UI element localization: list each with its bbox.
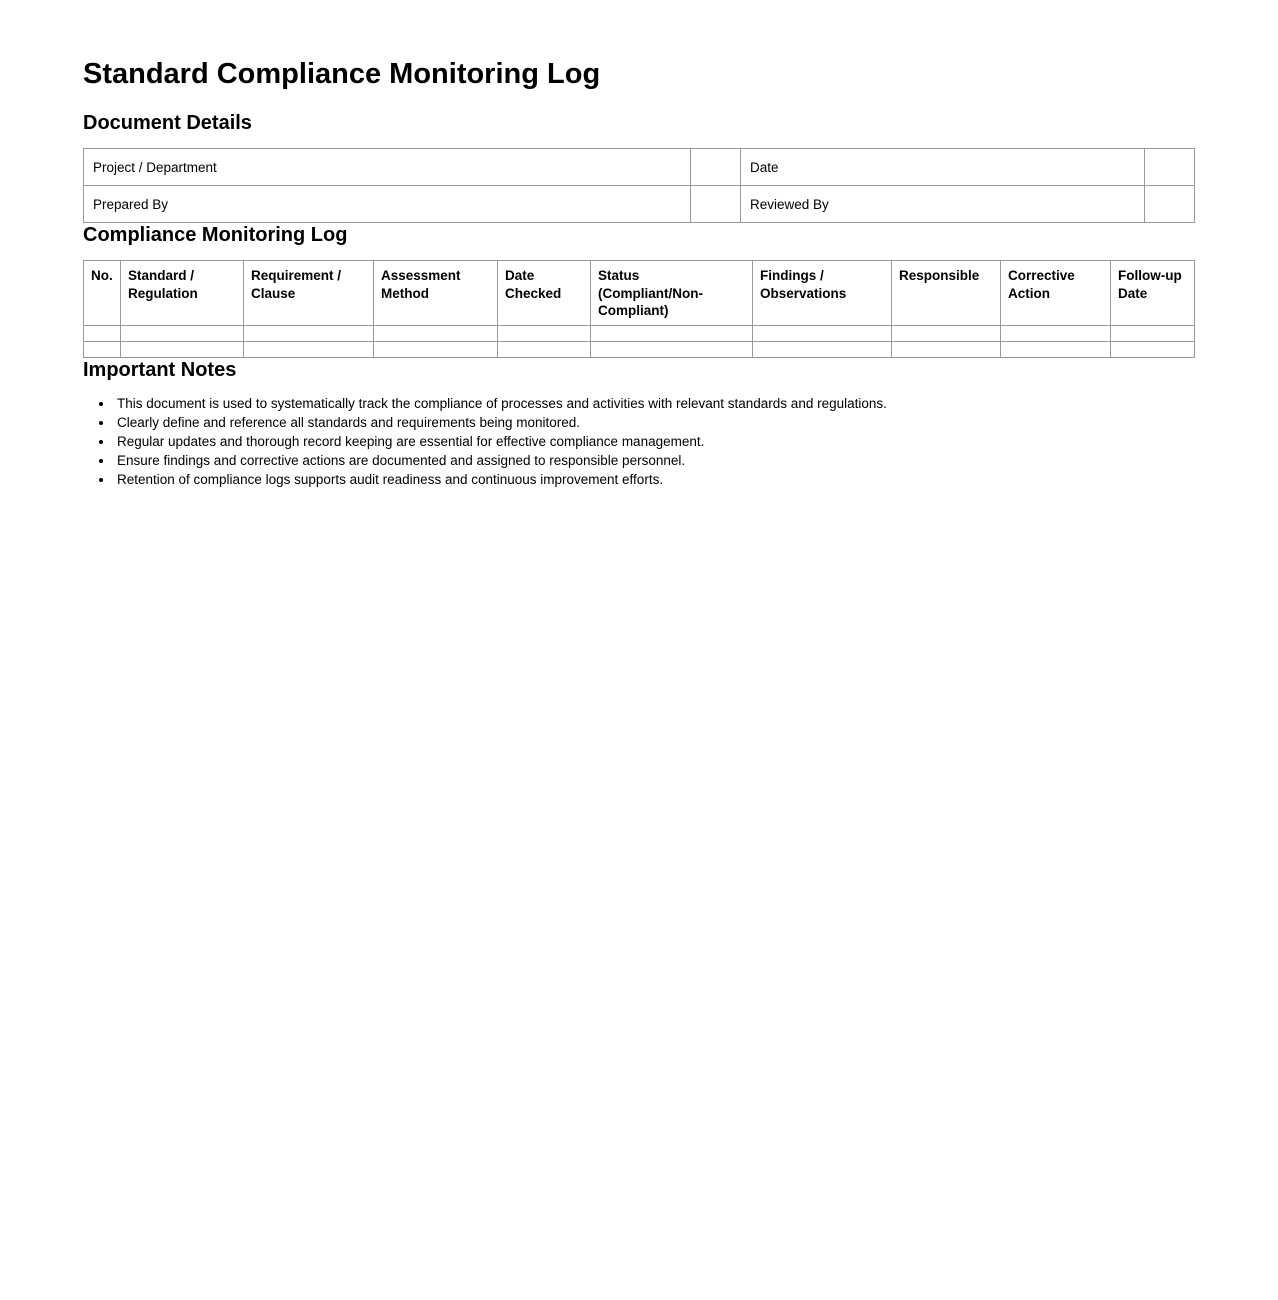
- note-item: • Clearly define and reference all standards and requirements being monitored.: [114, 414, 1194, 432]
- column-header-standard-regulation: Standard / Regulation: [121, 261, 244, 326]
- column-header-no: No.: [84, 261, 121, 326]
- field-value-reviewed-by: [1145, 186, 1195, 223]
- field-label-prepared-by: Prepared By: [84, 186, 691, 223]
- document-details-table: [83, 148, 1195, 223]
- empty-cell: [121, 326, 244, 342]
- field-value-project-department: [691, 149, 741, 186]
- column-header-date-checked: Date Checked: [498, 261, 591, 326]
- empty-cell: [591, 326, 753, 342]
- details-row-2: [84, 186, 1195, 223]
- column-header-findings-observations: Findings / Observations: [753, 261, 892, 326]
- section-heading-compliance-log: Compliance Monitoring Log: [83, 224, 348, 247]
- page-title: Standard Compliance Monitoring Log: [83, 58, 601, 90]
- note-item: • Ensure findings and corrective actions are documented and assigned to responsible personnel.: [114, 452, 1194, 470]
- empty-cell: [374, 326, 498, 342]
- log-empty-row: [84, 326, 1195, 342]
- column-header-responsible: Responsible: [892, 261, 1001, 326]
- empty-cell: [1001, 342, 1111, 358]
- field-value-date: [1145, 149, 1195, 186]
- compliance-log-table: [83, 260, 1195, 358]
- empty-cell: [753, 326, 892, 342]
- note-item: • Regular updates and thorough record keeping are essential for effective compliance management.: [114, 433, 1194, 451]
- empty-cell: [1001, 326, 1111, 342]
- empty-cell: [892, 326, 1001, 342]
- log-header-row: [84, 261, 1195, 326]
- field-value-prepared-by: [691, 186, 741, 223]
- field-label-reviewed-by: Reviewed By: [741, 186, 1145, 223]
- column-header-corrective-action: Corrective Action: [1001, 261, 1111, 326]
- empty-cell: [244, 326, 374, 342]
- empty-cell: [121, 342, 244, 358]
- empty-cell: [84, 342, 121, 358]
- important-notes-list: [83, 395, 1194, 489]
- document-page: [0, 0, 1278, 530]
- note-item: • This document is used to systematically track the compliance of processes and activities with relevant standards and regulations.: [114, 395, 1194, 413]
- column-header-status: Status (Compliant/Non-Compliant): [591, 261, 753, 326]
- empty-cell: [1111, 326, 1195, 342]
- empty-cell: [374, 342, 498, 358]
- field-label-date: Date: [741, 149, 1145, 186]
- column-header-follow-up-date: Follow-up Date: [1111, 261, 1195, 326]
- empty-cell: [498, 342, 591, 358]
- note-item: • Retention of compliance logs supports audit readiness and continuous improvement efforts.: [114, 471, 1194, 489]
- empty-cell: [753, 342, 892, 358]
- section-heading-important-notes: Important Notes: [83, 359, 237, 382]
- field-label-project-department: Project / Department: [84, 149, 691, 186]
- empty-cell: [591, 342, 753, 358]
- empty-cell: [498, 326, 591, 342]
- column-header-assessment-method: Assessment Method: [374, 261, 498, 326]
- empty-cell: [892, 342, 1001, 358]
- empty-cell: [1111, 342, 1195, 358]
- section-heading-document-details: Document Details: [83, 112, 252, 135]
- column-header-requirement-clause: Requirement / Clause: [244, 261, 374, 326]
- details-row-1: [84, 149, 1195, 186]
- empty-cell: [244, 342, 374, 358]
- log-empty-row: [84, 342, 1195, 358]
- empty-cell: [84, 326, 121, 342]
